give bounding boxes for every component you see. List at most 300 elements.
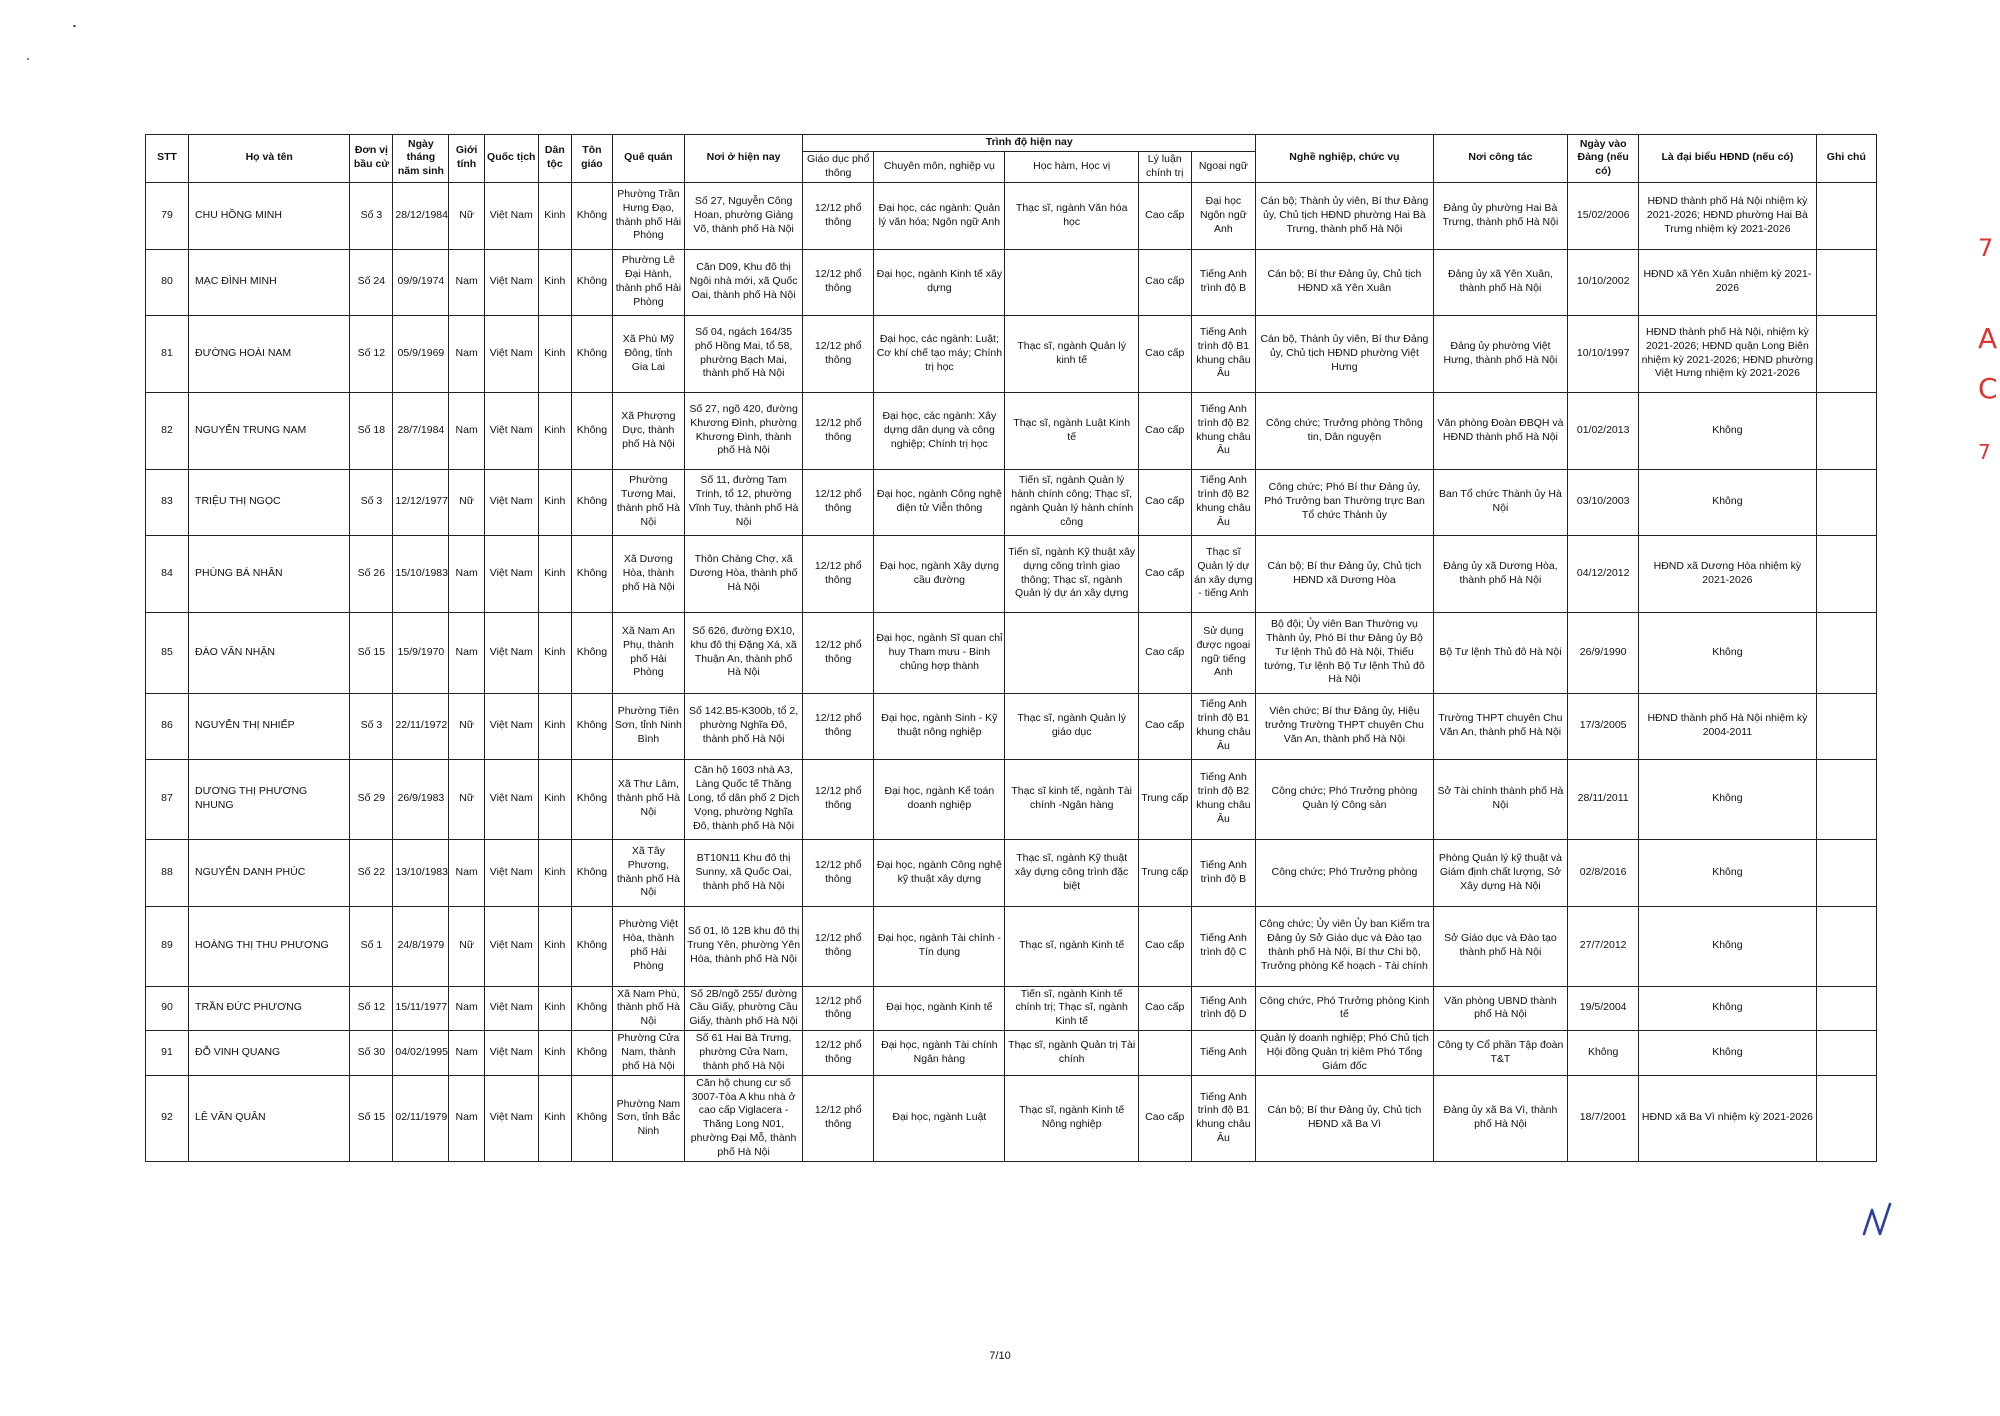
red-margin-mark: A <box>1978 322 1998 355</box>
cell-party: 10/10/2002 <box>1568 249 1639 315</box>
cell-job: Cán bộ; Bí thư Đảng ủy, Chủ tịch HĐND xã Ba Vì <box>1256 1075 1434 1161</box>
handwritten-initial <box>1860 1200 1896 1245</box>
scan-speck <box>27 58 29 60</box>
cell-lang: Sử dụng được ngoại ngữ tiếng Anh <box>1191 612 1256 693</box>
cell-residence: Số 2B/ngõ 255/ đường Cầu Giấy, phường Cầu Giấy, thành phố Hà Nội <box>684 986 802 1031</box>
header-sex: Giới tính <box>449 135 485 183</box>
cell-edu: 12/12 phổ thông <box>803 693 874 759</box>
cell-residence: Số 04, ngách 164/35 phố Hồng Mai, tổ 58, phường Bạch Mai, thành phố Hà Nội <box>684 315 802 392</box>
cell-eth: Kinh <box>538 759 571 839</box>
cell-hometown: Phường Trần Hưng Đạo, thành phố Hải Phòng <box>612 182 684 249</box>
header-workplace: Nơi công tác <box>1433 135 1567 183</box>
cell-hometown: Phường Nam Sơn, tỉnh Bắc Ninh <box>612 1075 684 1161</box>
cell-party: 02/8/2016 <box>1568 839 1639 906</box>
cell-work: Sở Giáo dục và Đào tạo thành phố Hà Nội <box>1433 906 1567 986</box>
cell-sex: Nam <box>449 612 485 693</box>
cell-hometown: Xã Nam An Phụ, thành phố Hải Phòng <box>612 612 684 693</box>
cell-degree: Thạc sĩ, ngành Quản lý kinh tế <box>1005 315 1138 392</box>
cell-unit: Số 30 <box>350 1031 393 1076</box>
cell-sex: Nữ <box>449 759 485 839</box>
cell-lang: Tiếng Anh trình độ B1 khung châu Âu <box>1191 693 1256 759</box>
header-notes: Ghi chú <box>1816 135 1876 183</box>
header-residence: Nơi ở hiện nay <box>684 135 802 183</box>
cell-hometown: Xã Phượng Dực, thành phố Hà Nội <box>612 392 684 469</box>
cell-note <box>1816 535 1876 612</box>
cell-rep: Không <box>1639 986 1817 1031</box>
cell-hometown: Phường Việt Hòa, thành phố Hải Phòng <box>612 906 684 986</box>
cell-work: Văn phòng UBND thành phố Hà Nội <box>1433 986 1567 1031</box>
cell-job: Cán bộ; Thành ủy viên, Bí thư Đảng ủy, Chủ tịch HĐND phường Hai Bà Trưng, thành phố Hà Nội <box>1256 182 1434 249</box>
cell-job: Cán bộ; Bí thư Đảng ủy, Chủ tịch HĐND xã Dương Hòa <box>1256 535 1434 612</box>
cell-sex: Nữ <box>449 469 485 535</box>
cell-nat: Việt Nam <box>484 612 538 693</box>
cell-rel: Không <box>571 693 612 759</box>
cell-degree: Thạc sĩ, ngành Kỹ thuật xây dựng công trình đặc biệt <box>1005 839 1138 906</box>
cell-name: NGUYỄN THỊ NHIẾP <box>189 693 350 759</box>
header-hometown: Quê quán <box>612 135 684 183</box>
cell-dob: 13/10/1983 <box>393 839 449 906</box>
cell-name: ĐÀO VĂN NHẬN <box>189 612 350 693</box>
table-row <box>146 612 1877 693</box>
header-stt: STT <box>146 135 189 183</box>
cell-job: Cán bộ, Thành ủy viên, Bí thư Đảng ủy, Chủ tịch HĐND phường Việt Hưng <box>1256 315 1434 392</box>
cell-residence: Căn hộ 1603 nhà A3, Làng Quốc tế Thăng Long, tổ dân phố 2 Dịch Vọng, phường Nghĩa Đô, thành phố Hà Nội <box>684 759 802 839</box>
cell-name: CHU HỒNG MINH <box>189 182 350 249</box>
header-name: Họ và tên <box>189 135 350 183</box>
cell-rel: Không <box>571 1031 612 1076</box>
cell-stt: 80 <box>146 249 189 315</box>
cell-residence: Số 142.B5-K300b, tổ 2, phường Nghĩa Đô, thành phố Hà Nội <box>684 693 802 759</box>
table-row <box>146 839 1877 906</box>
header-party-date: Ngày vào Đảng (nếu có) <box>1568 135 1639 183</box>
cell-dob: 05/9/1969 <box>393 315 449 392</box>
cell-lang: Thạc sĩ Quản lý dự án xây dựng - tiếng Anh <box>1191 535 1256 612</box>
cell-job: Quản lý doanh nghiệp; Phó Chủ tịch Hội đồng Quản trị kiêm Phó Tổng Giám đốc <box>1256 1031 1434 1076</box>
header-religion: Tôn giáo <box>571 135 612 183</box>
cell-residence: BT10N11 Khu đô thị Sunny, xã Quốc Oai, thành phố Hà Nội <box>684 839 802 906</box>
cell-dob: 28/12/1984 <box>393 182 449 249</box>
cell-residence: Căn D09, Khu đô thị Ngôi nhà mới, xã Quốc Oai, thành phố Hà Nội <box>684 249 802 315</box>
table-row <box>146 693 1877 759</box>
cell-work: Đảng ủy phường Việt Hưng, thành phố Hà Nội <box>1433 315 1567 392</box>
cell-hometown: Phường Cửa Nam, thành phố Hà Nội <box>612 1031 684 1076</box>
cell-name: TRIỆU THỊ NGỌC <box>189 469 350 535</box>
cell-nat: Việt Nam <box>484 392 538 469</box>
cell-dob: 15/11/1977 <box>393 986 449 1031</box>
cell-sex: Nam <box>449 839 485 906</box>
cell-stt: 89 <box>146 906 189 986</box>
cell-eth: Kinh <box>538 469 571 535</box>
cell-nat: Việt Nam <box>484 469 538 535</box>
cell-unit: Số 22 <box>350 839 393 906</box>
cell-degree: Tiến sĩ, ngành Quản lý hành chính công; Thạc sĩ, ngành Quản lý hành chính công <box>1005 469 1138 535</box>
cell-stt: 83 <box>146 469 189 535</box>
cell-lang: Đại học Ngôn ngữ Anh <box>1191 182 1256 249</box>
cell-stt: 86 <box>146 693 189 759</box>
cell-edu: 12/12 phổ thông <box>803 1075 874 1161</box>
cell-sex: Nữ <box>449 693 485 759</box>
cell-party: 01/02/2013 <box>1568 392 1639 469</box>
cell-unit: Số 3 <box>350 469 393 535</box>
cell-hometown: Xã Thư Lâm, thành phố Hà Nội <box>612 759 684 839</box>
cell-dob: 09/9/1974 <box>393 249 449 315</box>
cell-edu: 12/12 phổ thông <box>803 1031 874 1076</box>
cell-edu: 12/12 phổ thông <box>803 315 874 392</box>
cell-note <box>1816 182 1876 249</box>
cell-nat: Việt Nam <box>484 759 538 839</box>
cell-rep: Không <box>1639 612 1817 693</box>
cell-eth: Kinh <box>538 1075 571 1161</box>
cell-nat: Việt Nam <box>484 986 538 1031</box>
cell-eth: Kinh <box>538 535 571 612</box>
cell-stt: 82 <box>146 392 189 469</box>
cell-note <box>1816 986 1876 1031</box>
cell-unit: Số 12 <box>350 315 393 392</box>
table-row <box>146 986 1877 1031</box>
table-row <box>146 1031 1877 1076</box>
cell-major: Đại học, các ngành: Luật; Cơ khí chế tạo máy; Chính trị học <box>874 315 1005 392</box>
cell-stt: 92 <box>146 1075 189 1161</box>
cell-party: 03/10/2003 <box>1568 469 1639 535</box>
cell-job: Công chức; Phó Trưởng phòng Quản lý Công sản <box>1256 759 1434 839</box>
cell-unit: Số 1 <box>350 906 393 986</box>
cell-pol: Cao cấp <box>1138 249 1191 315</box>
cell-name: DƯƠNG THỊ PHƯƠNG NHUNG <box>189 759 350 839</box>
red-margin-mark: 7 <box>1978 234 1994 262</box>
cell-rel: Không <box>571 535 612 612</box>
cell-eth: Kinh <box>538 839 571 906</box>
header-degree: Học hàm, Học vị <box>1005 151 1138 182</box>
table-row <box>146 759 1877 839</box>
scan-speck <box>73 25 76 27</box>
cell-degree: Thạc sĩ, ngành Quản trị Tài chính <box>1005 1031 1138 1076</box>
cell-eth: Kinh <box>538 986 571 1031</box>
cell-residence: Căn hộ chung cư số 3007-Tòa A khu nhà ở cao cấp Viglacera - Thăng Long N01, phường Đại Mỗ, thành phố Hà Nội <box>684 1075 802 1161</box>
cell-degree <box>1005 249 1138 315</box>
cell-nat: Việt Nam <box>484 182 538 249</box>
cell-dob: 15/9/1970 <box>393 612 449 693</box>
cell-rel: Không <box>571 906 612 986</box>
cell-pol: Trung cấp <box>1138 839 1191 906</box>
cell-degree: Thạc sĩ, ngành Luật Kinh tế <box>1005 392 1138 469</box>
cell-lang: Tiếng Anh trình độ B1 khung châu Âu <box>1191 1075 1256 1161</box>
cell-lang: Tiếng Anh trình độ B <box>1191 249 1256 315</box>
cell-name: ĐƯỜNG HOÀI NAM <box>189 315 350 392</box>
cell-party: 18/7/2001 <box>1568 1075 1639 1161</box>
cell-rel: Không <box>571 315 612 392</box>
header-ethnicity: Dân tộc <box>538 135 571 183</box>
cell-party: 26/9/1990 <box>1568 612 1639 693</box>
cell-note <box>1816 469 1876 535</box>
cell-edu: 12/12 phổ thông <box>803 249 874 315</box>
cell-sex: Nữ <box>449 906 485 986</box>
cell-degree: Thạc sĩ, ngành Kinh tế Nông nghiệp <box>1005 1075 1138 1161</box>
cell-sex: Nam <box>449 315 485 392</box>
cell-work: Phòng Quản lý kỹ thuật và Giám định chất lượng, Sở Xây dựng Hà Nội <box>1433 839 1567 906</box>
cell-work: Văn phòng Đoàn ĐBQH và HĐND thành phố Hà Nội <box>1433 392 1567 469</box>
cell-residence: Thôn Chàng Chợ, xã Dương Hòa, thành phố Hà Nội <box>684 535 802 612</box>
cell-dob: 24/8/1979 <box>393 906 449 986</box>
cell-note <box>1816 1075 1876 1161</box>
cell-note <box>1816 315 1876 392</box>
cell-major: Đại học, ngành Sinh - Kỹ thuật nông nghiệp <box>874 693 1005 759</box>
cell-hometown: Xã Nam Phù, thành phố Hà Nội <box>612 986 684 1031</box>
cell-rel: Không <box>571 612 612 693</box>
cell-eth: Kinh <box>538 392 571 469</box>
cell-edu: 12/12 phổ thông <box>803 392 874 469</box>
cell-rep: HĐND xã Ba Vì nhiệm kỳ 2021-2026 <box>1639 1075 1817 1161</box>
cell-work: Sở Tài chính thành phố Hà Nội <box>1433 759 1567 839</box>
cell-pol: Cao cấp <box>1138 392 1191 469</box>
cell-sex: Nam <box>449 535 485 612</box>
table-body <box>146 182 1877 1161</box>
cell-degree: Thạc sĩ kinh tế, ngành Tài chính -Ngân hàng <box>1005 759 1138 839</box>
cell-rep: Không <box>1639 839 1817 906</box>
cell-edu: 12/12 phổ thông <box>803 986 874 1031</box>
cell-residence: Số 01, lô 12B khu đô thị Trung Yên, phường Yên Hòa, thành phố Hà Nội <box>684 906 802 986</box>
cell-eth: Kinh <box>538 693 571 759</box>
cell-pol: Cao cấp <box>1138 182 1191 249</box>
cell-dob: 04/02/1995 <box>393 1031 449 1076</box>
cell-lang: Tiếng Anh trình độ B2 khung châu Âu <box>1191 392 1256 469</box>
cell-name: LÊ VĂN QUÂN <box>189 1075 350 1161</box>
cell-job: Công chức; Trưởng phòng Thông tin, Dân nguyện <box>1256 392 1434 469</box>
cell-job: Cán bộ; Bí thư Đảng ủy, Chủ tịch HĐND xã Yên Xuân <box>1256 249 1434 315</box>
cell-party: 27/7/2012 <box>1568 906 1639 986</box>
cell-dob: 02/11/1979 <box>393 1075 449 1161</box>
cell-residence: Số 27, ngõ 420, đường Khương Đình, phường Khương Đình, thành phố Hà Nội <box>684 392 802 469</box>
cell-lang: Tiếng Anh trình độ B <box>1191 839 1256 906</box>
cell-rel: Không <box>571 986 612 1031</box>
cell-rel: Không <box>571 759 612 839</box>
cell-party: 04/12/2012 <box>1568 535 1639 612</box>
cell-name: PHÙNG BÁ NHÂN <box>189 535 350 612</box>
cell-job: Công chức; Phó Trưởng phòng <box>1256 839 1434 906</box>
cell-note <box>1816 392 1876 469</box>
cell-work: Đảng ủy xã Dương Hòa, thành phố Hà Nội <box>1433 535 1567 612</box>
cell-note <box>1816 249 1876 315</box>
cell-nat: Việt Nam <box>484 315 538 392</box>
cell-work: Đảng ủy xã Yên Xuân, thành phố Hà Nội <box>1433 249 1567 315</box>
cell-residence: Số 61 Hai Bà Trưng, phường Cửa Nam, thành phố Hà Nội <box>684 1031 802 1076</box>
cell-nat: Việt Nam <box>484 535 538 612</box>
cell-note <box>1816 612 1876 693</box>
cell-stt: 88 <box>146 839 189 906</box>
cell-lang: Tiếng Anh trình độ B2 khung châu Âu <box>1191 759 1256 839</box>
cell-pol: Cao cấp <box>1138 535 1191 612</box>
cell-sex: Nữ <box>449 182 485 249</box>
cell-eth: Kinh <box>538 612 571 693</box>
cell-hometown: Phường Tương Mai, thành phố Hà Nội <box>612 469 684 535</box>
cell-lang: Tiếng Anh trình độ B2 khung châu Âu <box>1191 469 1256 535</box>
red-margin-mark: C <box>1978 372 1998 405</box>
cell-rep: HĐND thành phố Hà Nội nhiệm kỳ 2004-2011 <box>1639 693 1817 759</box>
cell-dob: 26/9/1983 <box>393 759 449 839</box>
red-margin-mark: 7 <box>1978 440 1991 464</box>
cell-pol: Cao cấp <box>1138 315 1191 392</box>
cell-nat: Việt Nam <box>484 839 538 906</box>
cell-job: Công chức, Phó Trưởng phòng Kinh tế <box>1256 986 1434 1031</box>
cell-edu: 12/12 phổ thông <box>803 469 874 535</box>
cell-lang: Tiếng Anh trình độ C <box>1191 906 1256 986</box>
cell-name: NGUYỄN DANH PHÚC <box>189 839 350 906</box>
cell-sex: Nam <box>449 1031 485 1076</box>
cell-stt: 91 <box>146 1031 189 1076</box>
cell-job: Viên chức; Bí thư Đảng ủy, Hiệu trưởng Trường THPT chuyên Chu Văn An, thành phố Hà Nội <box>1256 693 1434 759</box>
cell-degree: Tiến sĩ, ngành Kỹ thuật xây dựng công trình giao thông; Thạc sĩ, ngành Quản lý dự án xây dựng <box>1005 535 1138 612</box>
cell-name: HOÀNG THỊ THU PHƯƠNG <box>189 906 350 986</box>
cell-party: 15/02/2006 <box>1568 182 1639 249</box>
header-dob: Ngày tháng năm sinh <box>393 135 449 183</box>
cell-major: Đại học, các ngành: Quản lý văn hóa; Ngôn ngữ Anh <box>874 182 1005 249</box>
cell-work: Trường THPT chuyên Chu Văn An, thành phố Hà Nội <box>1433 693 1567 759</box>
cell-unit: Số 18 <box>350 392 393 469</box>
cell-hometown: Phường Lê Đại Hành, thành phố Hải Phòng <box>612 249 684 315</box>
header-general-edu: Giáo dục phổ thông <box>803 151 874 182</box>
cell-rep: HĐND xã Dương Hòa nhiệm kỳ 2021-2026 <box>1639 535 1817 612</box>
page-number: 7/10 <box>989 1350 1011 1362</box>
cell-lang: Tiếng Anh trình độ D <box>1191 986 1256 1031</box>
cell-job: Công chức; Phó Bí thư Đảng ủy, Phó Trưởng ban Thường trực Ban Tổ chức Thành ủy <box>1256 469 1434 535</box>
cell-major: Đại học, ngành Kinh tế <box>874 986 1005 1031</box>
cell-pol: Cao cấp <box>1138 693 1191 759</box>
header-political-theory: Lý luận chính trị <box>1138 151 1191 182</box>
cell-work: Đảng ủy phường Hai Bà Trưng, thành phố Hà Nội <box>1433 182 1567 249</box>
cell-party: 28/11/2011 <box>1568 759 1639 839</box>
cell-name: TRẦN ĐỨC PHƯƠNG <box>189 986 350 1031</box>
cell-major: Đại học, các ngành: Xây dựng dân dụng và công nghiệp; Chính trị học <box>874 392 1005 469</box>
cell-name: NGUYỄN TRUNG NAM <box>189 392 350 469</box>
cell-note <box>1816 759 1876 839</box>
cell-hometown: Xã Tây Phương, thành phố Hà Nội <box>612 839 684 906</box>
cell-unit: Số 26 <box>350 535 393 612</box>
cell-job: Bộ đội; Ủy viên Ban Thường vụ Thành ủy, Phó Bí thư Đảng ủy Bộ Tư lệnh Thủ đô Hà Nội, Thiếu tướng, Tư lệnh Bộ Tư lệnh Thủ đô Hà Nội <box>1256 612 1434 693</box>
table-row <box>146 1075 1877 1161</box>
cell-pol: Cao cấp <box>1138 1075 1191 1161</box>
cell-name: ĐỖ VINH QUANG <box>189 1031 350 1076</box>
cell-hometown: Xã Dương Hòa, thành phố Hà Nội <box>612 535 684 612</box>
cell-rel: Không <box>571 469 612 535</box>
header-unit: Đơn vị bầu cử <box>350 135 393 183</box>
cell-rel: Không <box>571 249 612 315</box>
cell-pol <box>1138 1031 1191 1076</box>
cell-major: Đại học, ngành Kế toán doanh nghiệp <box>874 759 1005 839</box>
cell-stt: 79 <box>146 182 189 249</box>
cell-unit: Số 3 <box>350 182 393 249</box>
table-row <box>146 182 1877 249</box>
cell-stt: 84 <box>146 535 189 612</box>
cell-lang: Tiếng Anh trình độ B1 khung châu Âu <box>1191 315 1256 392</box>
cell-note <box>1816 693 1876 759</box>
cell-work: Công ty Cổ phần Tập đoàn T&T <box>1433 1031 1567 1076</box>
cell-major: Đại học, ngành Tài chính - Tín dụng <box>874 906 1005 986</box>
cell-lang: Tiếng Anh <box>1191 1031 1256 1076</box>
cell-edu: 12/12 phổ thông <box>803 839 874 906</box>
cell-rel: Không <box>571 182 612 249</box>
cell-rel: Không <box>571 1075 612 1161</box>
cell-residence: Số 11, đường Tam Trinh, tổ 12, phường Vĩnh Tuy, thành phố Hà Nội <box>684 469 802 535</box>
cell-name: MẠC ĐÌNH MINH <box>189 249 350 315</box>
cell-rep: Không <box>1639 469 1817 535</box>
cell-eth: Kinh <box>538 315 571 392</box>
cell-note <box>1816 906 1876 986</box>
cell-rep: Không <box>1639 759 1817 839</box>
cell-stt: 85 <box>146 612 189 693</box>
cell-eth: Kinh <box>538 1031 571 1076</box>
cell-dob: 28/7/1984 <box>393 392 449 469</box>
cell-nat: Việt Nam <box>484 1031 538 1076</box>
cell-rep: Không <box>1639 906 1817 986</box>
cell-unit: Số 3 <box>350 693 393 759</box>
cell-major: Đại học, ngành Tài chính Ngân hàng <box>874 1031 1005 1076</box>
cell-nat: Việt Nam <box>484 693 538 759</box>
header-major: Chuyên môn, nghiệp vụ <box>874 151 1005 182</box>
cell-major: Đại học, ngành Xây dựng cầu đường <box>874 535 1005 612</box>
cell-party: 10/10/1997 <box>1568 315 1639 392</box>
cell-nat: Việt Nam <box>484 249 538 315</box>
cell-dob: 15/10/1983 <box>393 535 449 612</box>
table-row <box>146 535 1877 612</box>
cell-hometown: Phường Tiên Sơn, tỉnh Ninh Bình <box>612 693 684 759</box>
cell-sex: Nam <box>449 1075 485 1161</box>
cell-pol: Cao cấp <box>1138 469 1191 535</box>
cell-nat: Việt Nam <box>484 906 538 986</box>
cell-unit: Số 24 <box>350 249 393 315</box>
header-qualification-group: Trình độ hiện nay <box>803 135 1256 152</box>
cell-rel: Không <box>571 839 612 906</box>
cell-work: Ban Tổ chức Thành ủy Hà Nội <box>1433 469 1567 535</box>
table-row <box>146 249 1877 315</box>
cell-eth: Kinh <box>538 249 571 315</box>
header-occupation: Nghề nghiệp, chức vụ <box>1256 135 1434 183</box>
cell-rep: Không <box>1639 392 1817 469</box>
cell-major: Đại học, ngành Luật <box>874 1075 1005 1161</box>
cell-pol: Cao cấp <box>1138 986 1191 1031</box>
cell-degree: Thạc sĩ, ngành Quản lý giáo dục <box>1005 693 1138 759</box>
cell-major: Đại học, ngành Công nghệ kỹ thuật xây dựng <box>874 839 1005 906</box>
cell-pol: Cao cấp <box>1138 612 1191 693</box>
cell-degree <box>1005 612 1138 693</box>
cell-rep: HĐND xã Yên Xuân nhiệm kỳ 2021-2026 <box>1639 249 1817 315</box>
cell-party: 17/3/2005 <box>1568 693 1639 759</box>
cell-sex: Nam <box>449 249 485 315</box>
cell-major: Đại học, ngành Sĩ quan chỉ huy Tham mưu - Binh chủng hợp thành <box>874 612 1005 693</box>
cell-rep: Không <box>1639 1031 1817 1076</box>
cell-residence: Số 626, đường ĐX10, khu đô thị Đặng Xá, xã Thuận An, thành phố Hà Nội <box>684 612 802 693</box>
cell-unit: Số 29 <box>350 759 393 839</box>
cell-pol: Cao cấp <box>1138 906 1191 986</box>
cell-dob: 12/12/1977 <box>393 469 449 535</box>
cell-unit: Số 15 <box>350 612 393 693</box>
cell-degree: Tiến sĩ, ngành Kinh tế chính trị; Thạc sĩ, ngành Kinh tế <box>1005 986 1138 1031</box>
cell-degree: Thạc sĩ, ngành Văn hóa học <box>1005 182 1138 249</box>
cell-stt: 87 <box>146 759 189 839</box>
cell-edu: 12/12 phổ thông <box>803 906 874 986</box>
cell-edu: 12/12 phổ thông <box>803 182 874 249</box>
cell-rep: HĐND thành phố Hà Nội, nhiệm kỳ 2021-2026; HĐND quận Long Biên nhiệm kỳ 2021-2026; HĐND phường Việt Hưng nhiệm kỳ 2021-2026 <box>1639 315 1817 392</box>
cell-edu: 12/12 phổ thông <box>803 612 874 693</box>
cell-edu: 12/12 phổ thông <box>803 535 874 612</box>
header-language: Ngoại ngữ <box>1191 151 1256 182</box>
cell-pol: Trung cấp <box>1138 759 1191 839</box>
cell-job: Công chức; Ủy viên Ủy ban Kiểm tra Đảng ủy Sở Giáo dục và Đào tạo thành phố Hà Nội, Bí thư Chi bộ, Trưởng phòng Kế hoạch - Tài chính <box>1256 906 1434 986</box>
cell-rep: HĐND thành phố Hà Nội nhiệm kỳ 2021-2026; HĐND phường Hai Bà Trưng nhiệm kỳ 2021-2026 <box>1639 182 1817 249</box>
table-row <box>146 392 1877 469</box>
cell-nat: Việt Nam <box>484 1075 538 1161</box>
cell-major: Đại học, ngành Công nghệ điện tử Viễn thông <box>874 469 1005 535</box>
cell-sex: Nam <box>449 986 485 1031</box>
cell-unit: Số 15 <box>350 1075 393 1161</box>
